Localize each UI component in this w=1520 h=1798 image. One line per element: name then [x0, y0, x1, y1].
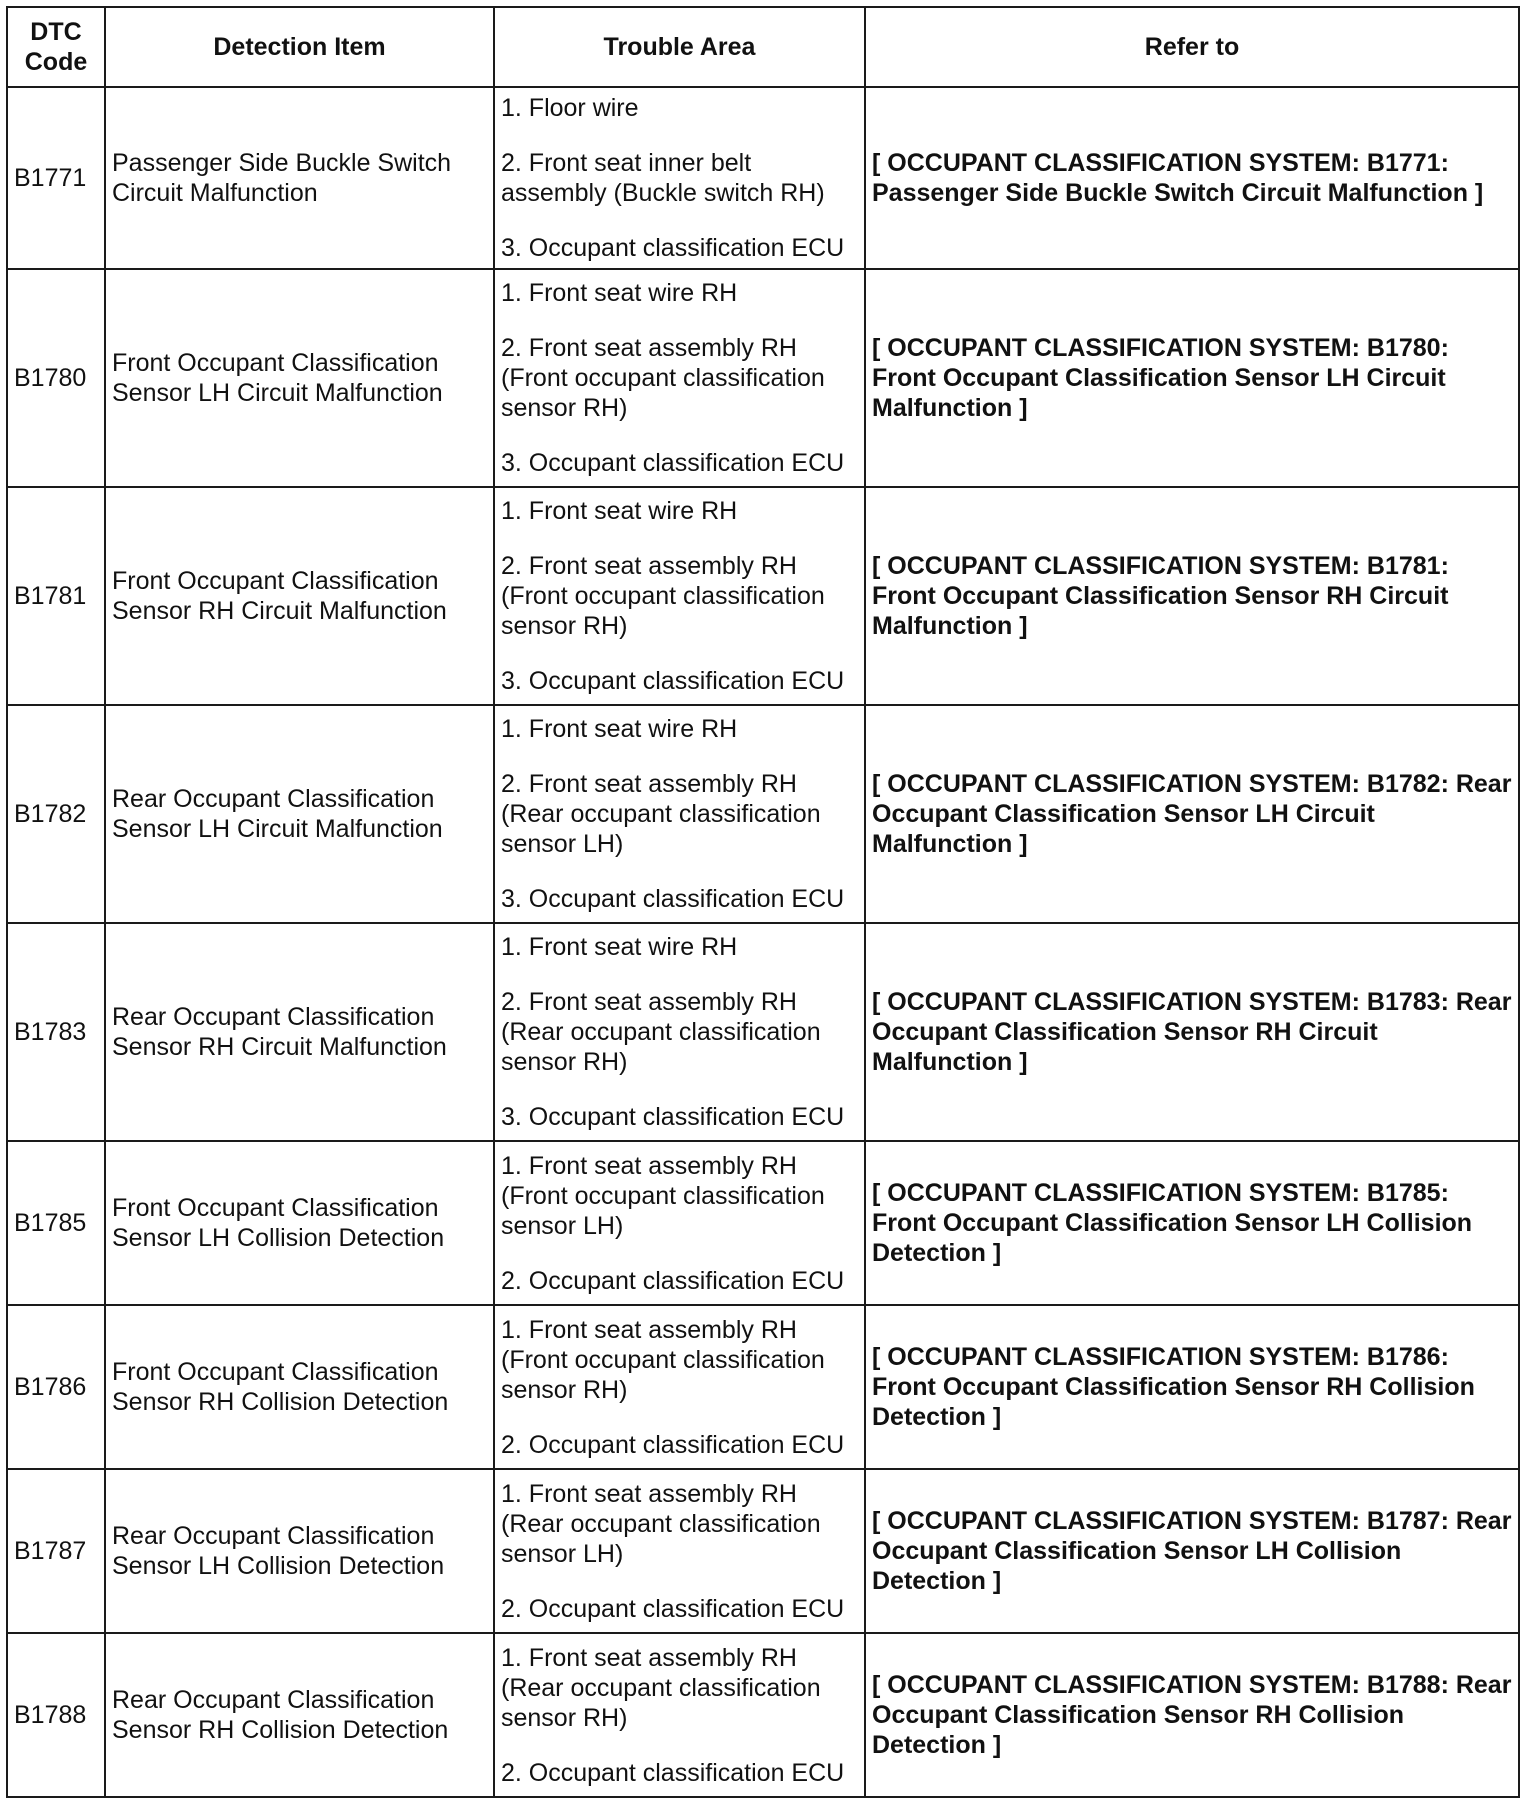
detection-item-cell: Passenger Side Buckle Switch Circuit Malfunction	[105, 87, 494, 269]
trouble-area-item: 2. Front seat assembly RH (Front occupant classification sensor RH)	[501, 552, 825, 640]
table-row	[7, 269, 1519, 487]
table-row	[7, 1305, 1519, 1469]
trouble-area-item: 3. Occupant classification ECU	[501, 885, 845, 913]
dtc-code-cell: B1781	[7, 487, 105, 705]
trouble-area-item: 1. Front seat assembly RH (Front occupant classification sensor RH)	[501, 1315, 825, 1404]
trouble-area-cell	[494, 87, 865, 269]
trouble-area-item: 1. Front seat assembly RH (Front occupant classification sensor LH)	[501, 1151, 825, 1240]
table-row	[7, 487, 1519, 705]
refer-to-link[interactable]: [ OCCUPANT CLASSIFICATION SYSTEM: B1771: Passenger Side Buckle Switch Circuit Malfunction ]	[865, 87, 1519, 269]
dtc-code-cell: B1787	[7, 1469, 105, 1633]
table-row	[7, 1633, 1519, 1797]
trouble-area-cell	[494, 923, 865, 1141]
dtc-code-cell: B1785	[7, 1141, 105, 1305]
header-trouble-area: Trouble Area	[494, 7, 865, 87]
trouble-area-item: 2. Occupant classification ECU	[501, 1594, 845, 1623]
dtc-code-cell: B1771	[7, 87, 105, 269]
trouble-area-cell	[494, 269, 865, 487]
detection-item-cell: Rear Occupant Classification Sensor RH Collision Detection	[105, 1633, 494, 1797]
trouble-area-item: 3. Occupant classification ECU	[501, 1103, 845, 1131]
trouble-area-item: 2. Front seat assembly RH (Rear occupant classification sensor LH)	[501, 770, 821, 858]
trouble-area-item: 2. Occupant classification ECU	[501, 1758, 845, 1787]
detection-item-cell: Rear Occupant Classification Sensor LH Circuit Malfunction	[105, 705, 494, 923]
dtc-table	[6, 6, 1520, 1798]
refer-to-link[interactable]: [ OCCUPANT CLASSIFICATION SYSTEM: B1780: Front Occupant Classification Sensor LH Circuit Malfunction ]	[865, 269, 1519, 487]
trouble-area-item: 1. Front seat assembly RH (Rear occupant classification sensor LH)	[501, 1479, 821, 1568]
header-dtc-code-line2: Code	[24, 48, 88, 76]
trouble-area-item: 2. Occupant classification ECU	[501, 1266, 845, 1295]
refer-to-link[interactable]: [ OCCUPANT CLASSIFICATION SYSTEM: B1782: Rear Occupant Classification Sensor LH Circuit Malfunction ]	[865, 705, 1519, 923]
refer-to-link[interactable]: [ OCCUPANT CLASSIFICATION SYSTEM: B1785: Front Occupant Classification Sensor LH Collision Detection ]	[865, 1141, 1519, 1305]
header-refer-to: Refer to	[865, 7, 1519, 87]
detection-item-cell: Front Occupant Classification Sensor LH Circuit Malfunction	[105, 269, 494, 487]
trouble-area-item: 1. Front seat wire RH	[501, 715, 738, 743]
document	[6, 6, 1518, 1798]
refer-to-link[interactable]: [ OCCUPANT CLASSIFICATION SYSTEM: B1783: Rear Occupant Classification Sensor RH Circuit Malfunction ]	[865, 923, 1519, 1141]
refer-to-link[interactable]: [ OCCUPANT CLASSIFICATION SYSTEM: B1781: Front Occupant Classification Sensor RH Circuit Malfunction ]	[865, 487, 1519, 705]
refer-to-link[interactable]: [ OCCUPANT CLASSIFICATION SYSTEM: B1787: Rear Occupant Classification Sensor LH Collision Detection ]	[865, 1469, 1519, 1633]
detection-item-cell: Front Occupant Classification Sensor RH Collision Detection	[105, 1305, 494, 1469]
header-detection-item: Detection Item	[105, 7, 494, 87]
table-row	[7, 87, 1519, 269]
dtc-code-cell: B1782	[7, 705, 105, 923]
trouble-area-item: 2. Front seat assembly RH (Front occupant classification sensor RH)	[501, 334, 825, 422]
trouble-area-item: 2. Occupant classification ECU	[501, 1430, 845, 1459]
trouble-area-cell	[494, 1469, 865, 1633]
table-row	[7, 923, 1519, 1141]
trouble-area-cell	[494, 705, 865, 923]
trouble-area-item: 1. Front seat assembly RH (Rear occupant classification sensor RH)	[501, 1643, 821, 1732]
dtc-code-cell: B1786	[7, 1305, 105, 1469]
table-row	[7, 1141, 1519, 1305]
trouble-area-cell	[494, 487, 865, 705]
refer-to-link[interactable]: [ OCCUPANT CLASSIFICATION SYSTEM: B1788: Rear Occupant Classification Sensor RH Collision Detection ]	[865, 1633, 1519, 1797]
trouble-area-item: 2. Front seat inner belt assembly (Buckle switch RH)	[501, 149, 825, 207]
header-dtc-code	[7, 7, 105, 87]
trouble-area-item: 2. Front seat assembly RH (Rear occupant classification sensor RH)	[501, 988, 821, 1076]
dtc-code-cell: B1780	[7, 269, 105, 487]
trouble-area-item: 3. Occupant classification ECU	[501, 449, 845, 477]
trouble-area-item: 1. Front seat wire RH	[501, 279, 738, 307]
table-row	[7, 1469, 1519, 1633]
detection-item-cell: Front Occupant Classification Sensor RH Circuit Malfunction	[105, 487, 494, 705]
detection-item-cell: Rear Occupant Classification Sensor LH Collision Detection	[105, 1469, 494, 1633]
trouble-area-item: 3. Occupant classification ECU	[501, 667, 845, 695]
trouble-area-cell	[494, 1141, 865, 1305]
trouble-area-item: 1. Front seat wire RH	[501, 497, 738, 525]
detection-item-cell: Rear Occupant Classification Sensor RH Circuit Malfunction	[105, 923, 494, 1141]
table-header-row	[7, 7, 1519, 87]
table-row	[7, 705, 1519, 923]
trouble-area-cell	[494, 1305, 865, 1469]
trouble-area-item: 1. Front seat wire RH	[501, 933, 738, 961]
trouble-area-cell	[494, 1633, 865, 1797]
detection-item-cell: Front Occupant Classification Sensor LH Collision Detection	[105, 1141, 494, 1305]
trouble-area-item: 3. Occupant classification ECU	[501, 234, 845, 262]
refer-to-link[interactable]: [ OCCUPANT CLASSIFICATION SYSTEM: B1786: Front Occupant Classification Sensor RH Collision Detection ]	[865, 1305, 1519, 1469]
header-dtc-code-line1: DTC	[30, 18, 82, 46]
dtc-code-cell: B1783	[7, 923, 105, 1141]
dtc-code-cell: B1788	[7, 1633, 105, 1797]
trouble-area-item: 1. Floor wire	[501, 94, 639, 122]
